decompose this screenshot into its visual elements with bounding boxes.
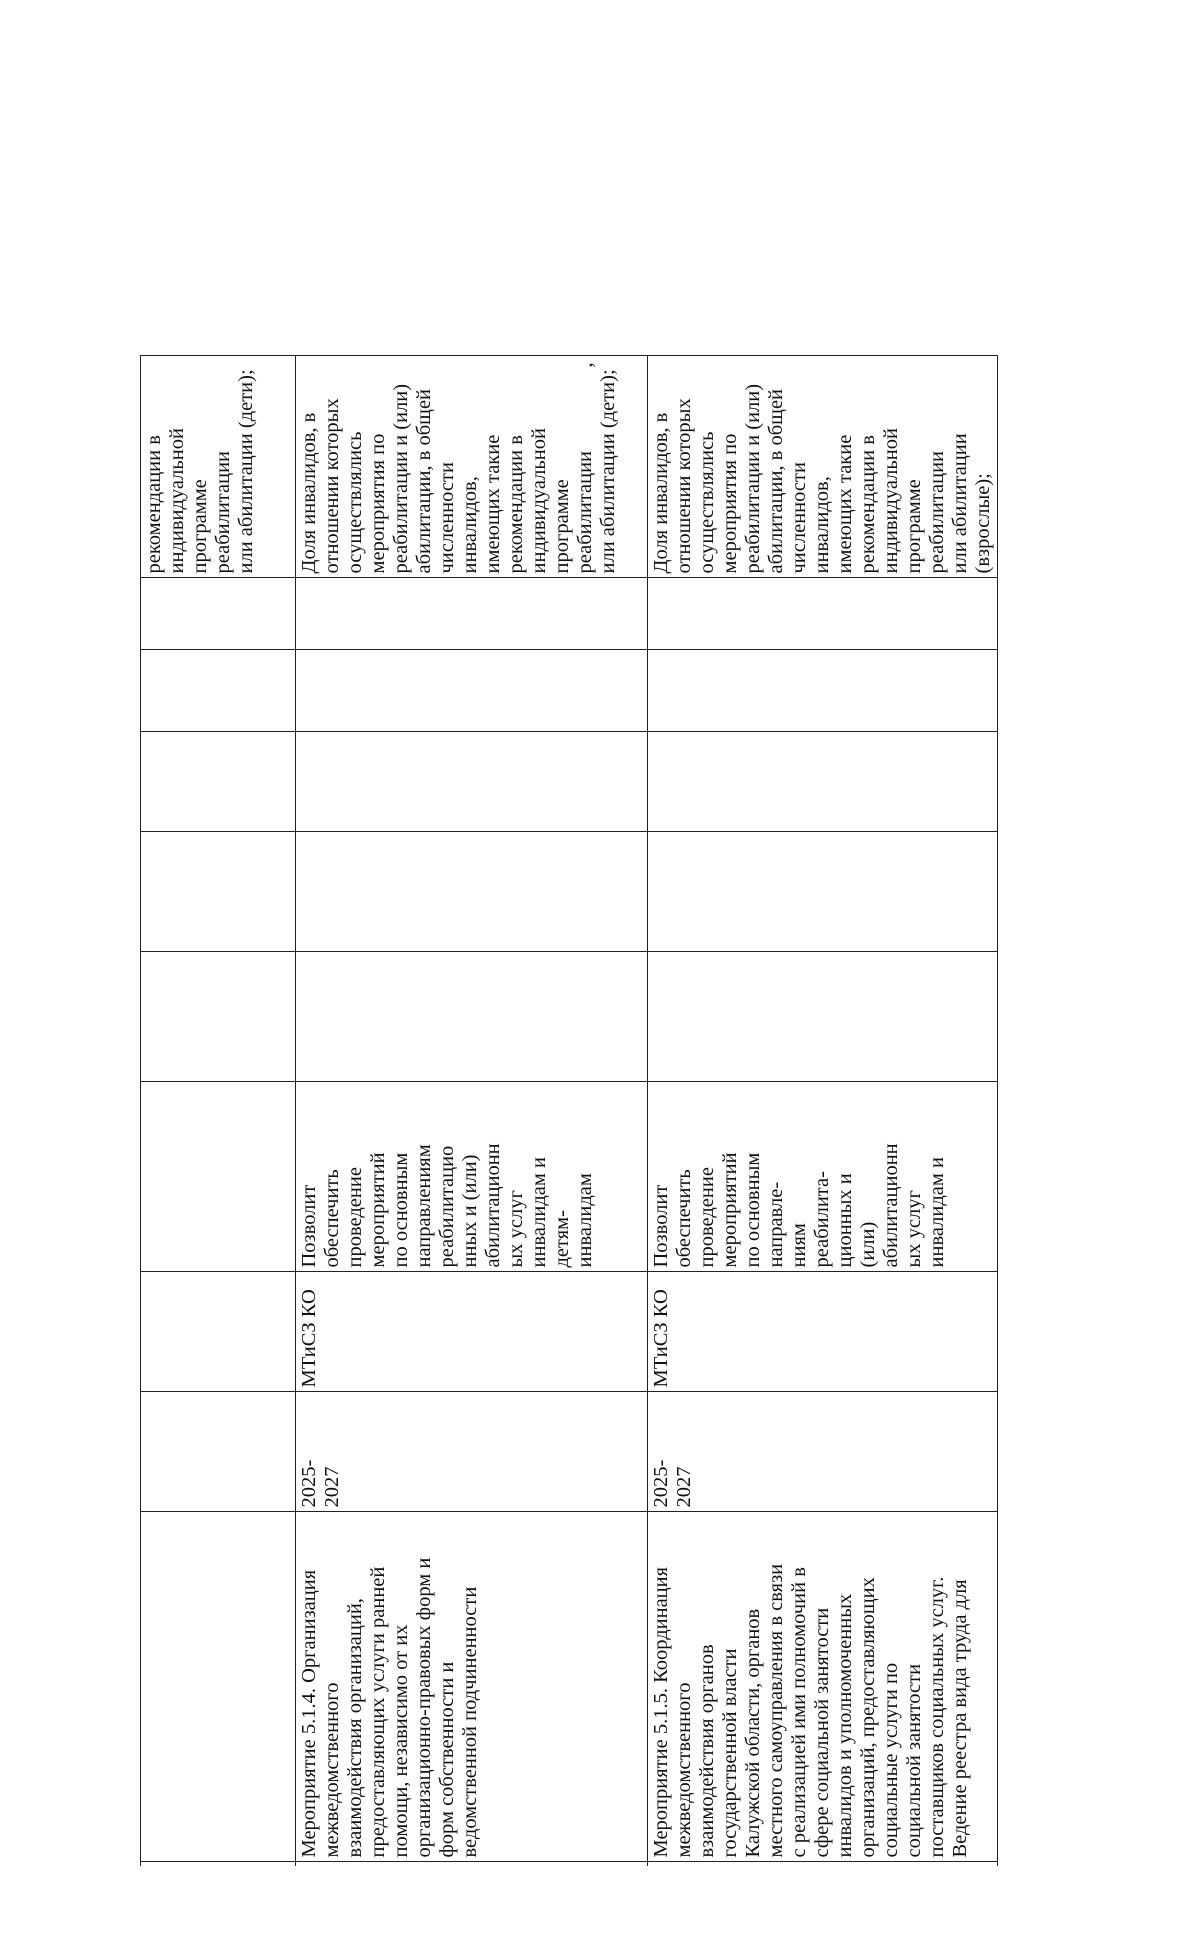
- cell-empty: [296, 578, 648, 650]
- cell-executor: МТиСЗ КО: [648, 1272, 998, 1392]
- cell-result: Позволит обеспечить проведение мероприятий по основным направле- ниям реабилита- ционных и (или) абилитационн ых услуг инвалидам и: [648, 1082, 998, 1272]
- cell-empty: [648, 832, 998, 952]
- cell-indicator: Доля инвалидов, в отношении которых осуществлялись мероприятия по реабилитации и (или) абилитации, в общей численности инвалидов, имеющих такие рекомендации в индивидуальной программе реабилитации или абилитации (взрослые);: [648, 356, 998, 578]
- cell-empty: [141, 578, 296, 650]
- cell-executor: [141, 1272, 296, 1392]
- cell-empty: [648, 650, 998, 732]
- program-measures-table: [140, 356, 998, 1867]
- cell: [296, 1862, 648, 1866]
- cell-period: 2025- 2027: [648, 1392, 998, 1512]
- cell-period: [141, 1392, 296, 1512]
- cell-empty: [648, 578, 998, 650]
- cell-empty: [648, 732, 998, 832]
- cell-empty: [141, 650, 296, 732]
- table-row: [141, 356, 296, 1866]
- cell-empty: [296, 952, 648, 1082]
- cell-period: 2025- 2027: [296, 1392, 648, 1512]
- cell-indicator: Доля инвалидов, в отношении которых осуществлялись мероприятия по реабилитации и (или) абилитации, в общей численности инвалидов, имеющих такие рекомендации в индивидуальной программе реабилитации или абилитации (дети);: [296, 356, 648, 578]
- cell-empty: [141, 732, 296, 832]
- cell-result: [141, 1082, 296, 1272]
- cell: [141, 1862, 296, 1866]
- cell-empty: [648, 952, 998, 1082]
- cell-empty: [296, 832, 648, 952]
- table-row: [296, 356, 648, 1866]
- cell-measure: Мероприятие 5.1.4. Организация межведомственного взаимодействия организаций, предоставляющих услуги ранней помощи, независимо от их организационно-правовых форм и форм собственности и ведомственной подчиненности: [296, 1512, 648, 1862]
- cell-empty: [141, 832, 296, 952]
- cell-empty: [296, 732, 648, 832]
- cell-indicator: рекомендации в индивидуальной программе реабилитации или абилитации (дети);: [141, 356, 296, 578]
- rotated-page: [140, 356, 994, 1866]
- stray-comma-mark: ,: [571, 362, 597, 368]
- cell-empty: [141, 952, 296, 1082]
- cell: [648, 1862, 998, 1866]
- cell-executor: МТиСЗ КО: [296, 1272, 648, 1392]
- cell-measure: [141, 1512, 296, 1862]
- table-row: [648, 356, 998, 1866]
- cell-empty: [296, 650, 648, 732]
- cell-measure: Мероприятие 5.1.5. Координация межведомственного взаимодействия органов государственной власти Калужской области, органов местного самоуправления в связи с реализацией ими полномочий в сфере социальной занятости инвалидов и уполномоченных организаций, предоставляющих социальные услуги по социальной занятости поставщиков социальных услуг. Ведение реестра вида труда для: [648, 1512, 998, 1862]
- cell-result: Позволит обеспечить проведение мероприятий по основным направлениям реабилитацио нных и (или) абилитационн ых услуг инвалидам и детям- инвалидам: [296, 1082, 648, 1272]
